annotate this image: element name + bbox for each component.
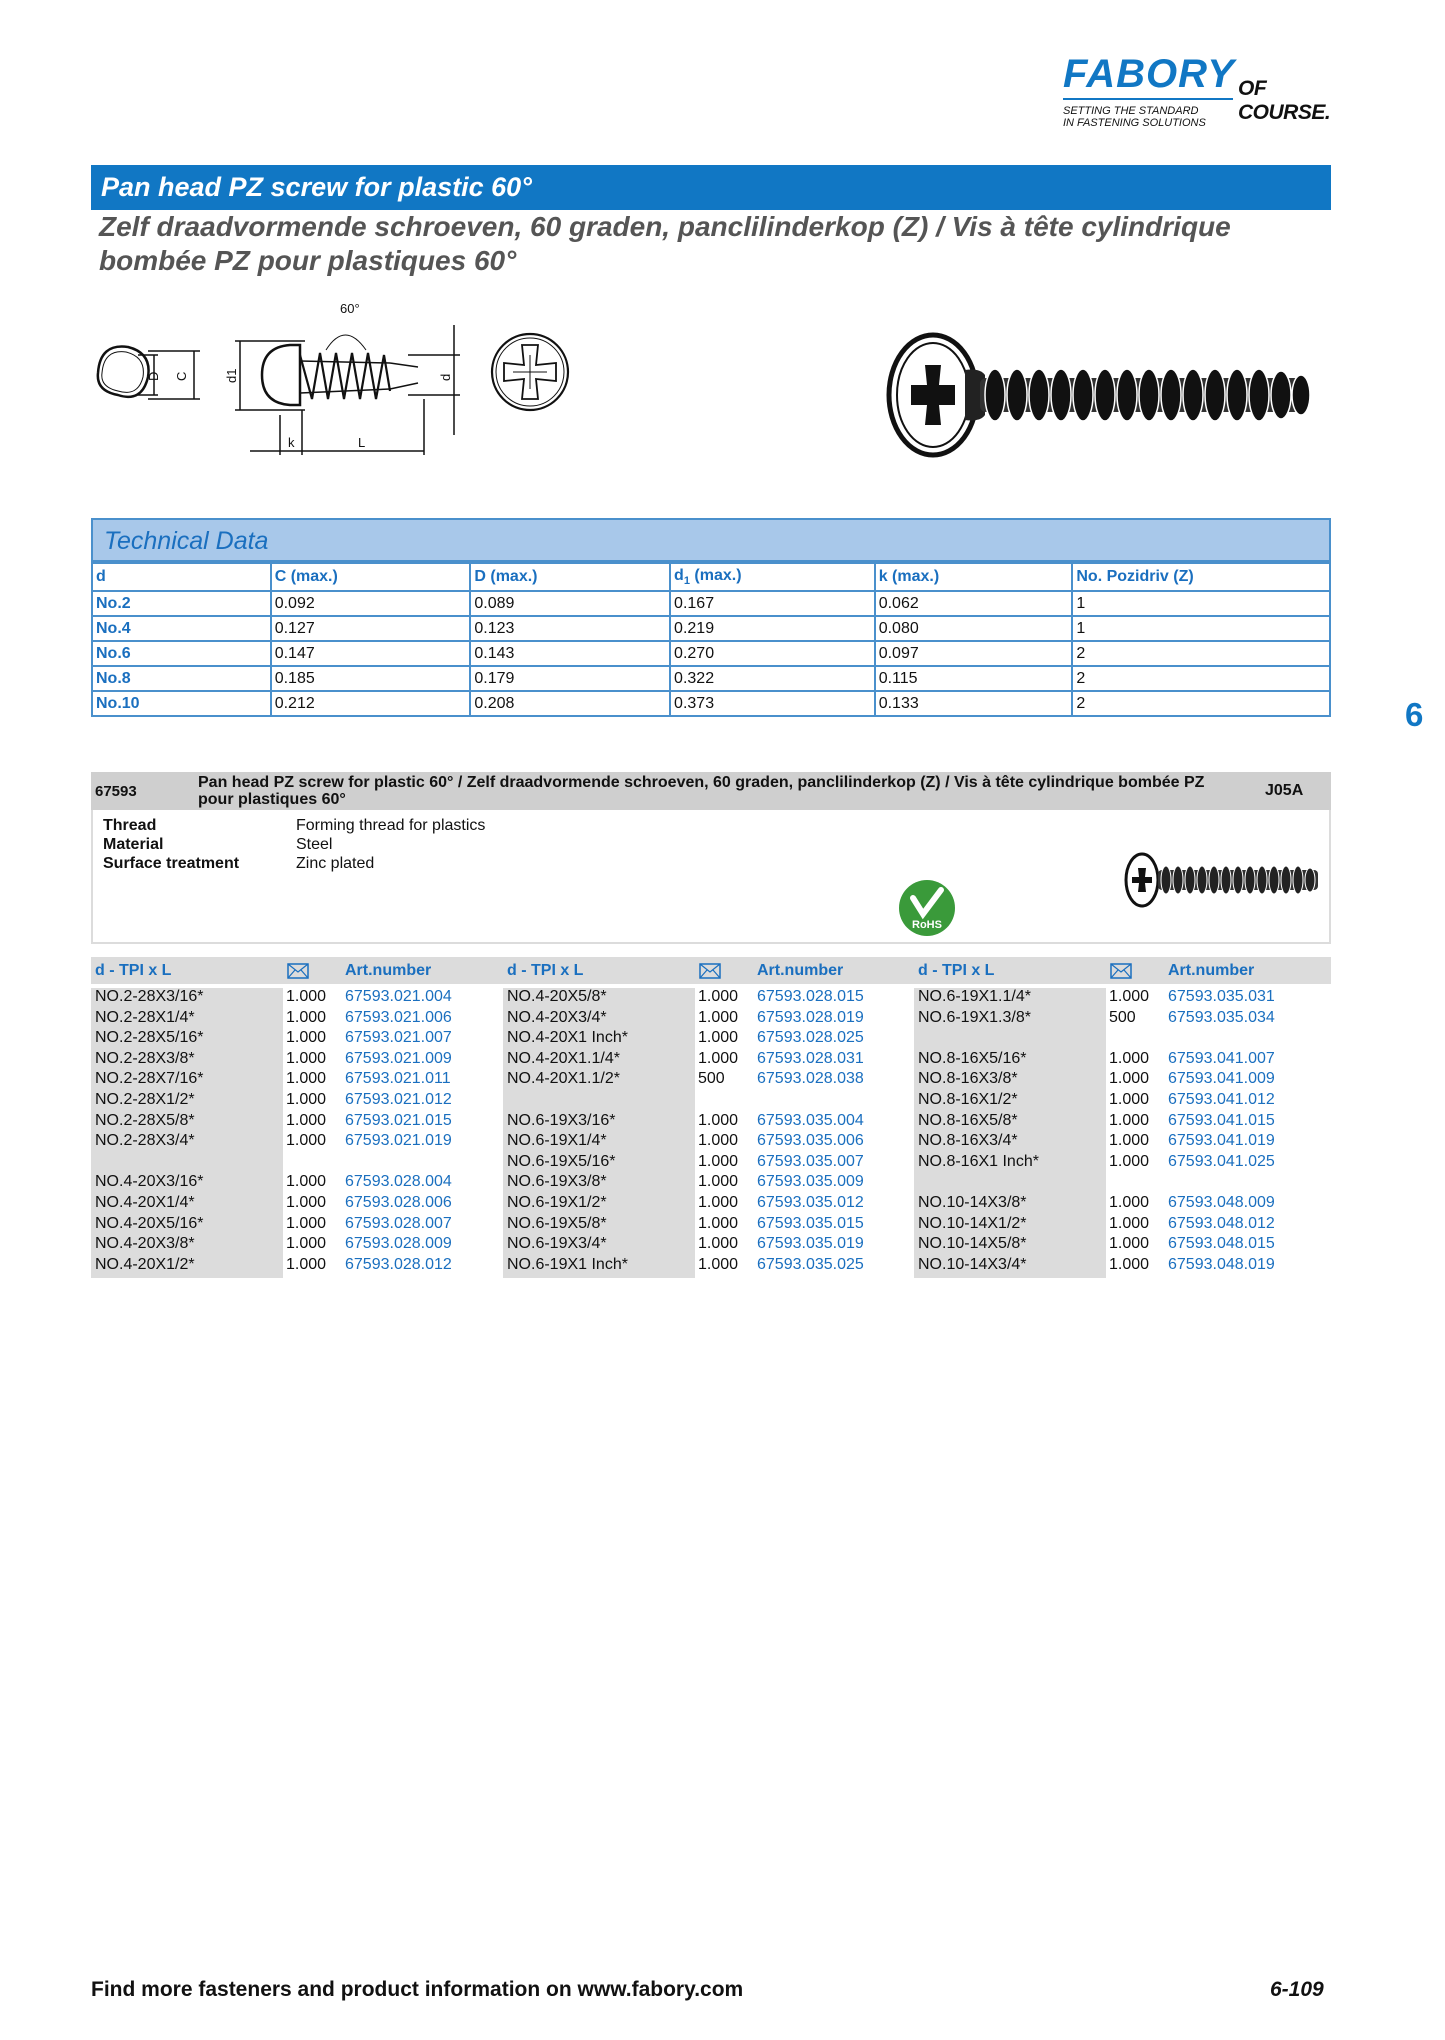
product-description: Pan head PZ screw for plastic 60° / Zelf draadvormende schroeven, 60 graden, panclilinderkop (Z) / Vis à tête cylindrique bombée PZ pour plastiques 60° (198, 774, 1205, 808)
article-size: NO.4-20X1.1/4* (507, 1049, 620, 1067)
article-pack-qty: 1.000 (698, 1214, 739, 1232)
material-value: Steel (296, 836, 333, 853)
article-size: NO.4-20X3/4* (507, 1008, 607, 1026)
section-number: 6 (1405, 696, 1424, 733)
value-cell: 0.115 (875, 666, 1073, 691)
article-row (91, 988, 501, 1008)
article-row (503, 1132, 913, 1152)
article-number-link[interactable]: 67593.021.007 (345, 1029, 452, 1047)
article-size: NO.4-20X5/16* (95, 1214, 204, 1232)
product-code: 67593 (95, 783, 137, 800)
article-size: NO.4-20X1/4* (95, 1194, 195, 1211)
article-row (914, 1235, 1324, 1255)
article-row (91, 1091, 501, 1111)
article-number-link[interactable]: 67593.028.006 (345, 1194, 452, 1211)
header-art-number: Art.number (345, 962, 432, 979)
article-pack-qty: 1.000 (286, 988, 327, 1005)
envelope-icon (1110, 963, 1132, 979)
value-cell: 0.212 (271, 691, 471, 716)
table-row (92, 591, 1330, 616)
article-pack-qty: 1.000 (286, 1111, 327, 1129)
thread-label: Thread (103, 817, 157, 834)
value-cell: 1 (1072, 616, 1330, 641)
technical-data-heading: Technical Data (104, 527, 269, 555)
article-number-link[interactable]: 67593.041.019 (1168, 1132, 1275, 1150)
header-size: d - TPI x L (95, 962, 172, 979)
value-cell: 0.062 (875, 591, 1073, 616)
article-pack-qty: 1.000 (698, 1152, 739, 1170)
article-number-link[interactable]: 67593.021.011 (345, 1070, 451, 1088)
article-pack-qty: 1.000 (698, 1132, 739, 1150)
article-size: NO.10-14X3/8* (918, 1194, 1027, 1211)
article-number-link[interactable]: 67593.048.009 (1168, 1194, 1275, 1211)
dim-C-label: C (174, 371, 189, 381)
article-row (91, 1235, 501, 1255)
article-row (91, 1132, 501, 1152)
article-number-link[interactable]: 67593.028.012 (345, 1255, 452, 1273)
article-row (503, 988, 913, 1008)
article-size: NO.6-19X1/2* (507, 1194, 607, 1211)
header-art-number: Art.number (757, 962, 844, 979)
article-number-link[interactable]: 67593.028.038 (757, 1070, 864, 1088)
value-cell: 0.185 (271, 666, 471, 691)
dim-d-label: d (438, 373, 453, 381)
envelope-icon (287, 963, 309, 979)
article-pack-qty: 500 (1109, 1008, 1136, 1026)
article-number-link[interactable]: 67593.035.025 (757, 1255, 864, 1273)
article-row (503, 1194, 913, 1214)
angle-label: 60° (340, 301, 360, 316)
logo-tagline-2: IN FASTENING SOLUTIONS (1063, 117, 1206, 129)
col-k-max: k (max.) (875, 563, 1073, 591)
article-pack-qty: 1.000 (286, 1070, 327, 1088)
size-cell: No.4 (92, 616, 271, 641)
table-header-row (92, 563, 1330, 591)
article-size: NO.4-20X3/16* (95, 1173, 204, 1191)
size-cell: No.2 (92, 591, 271, 616)
value-cell: 0.080 (875, 616, 1073, 641)
article-size: NO.6-19X5/16* (507, 1152, 616, 1170)
article-size: NO.6-19X1 Inch* (507, 1255, 628, 1273)
table-row (92, 616, 1330, 641)
article-row (503, 1215, 913, 1235)
article-size: NO.10-14X1/2* (918, 1214, 1027, 1232)
article-pack-qty: 1.000 (1109, 1255, 1150, 1273)
value-cell: 0.270 (670, 641, 875, 666)
value-cell: 0.322 (670, 666, 875, 691)
logo-slogan: OF COURSE. (1238, 77, 1331, 124)
article-row (914, 1153, 1324, 1173)
col-pozidriv: No. Pozidriv (Z) (1072, 563, 1330, 591)
article-pack-qty: 1.000 (286, 1214, 327, 1232)
article-row (503, 1173, 913, 1193)
article-number-link[interactable]: 67593.021.009 (345, 1049, 452, 1067)
article-number-link[interactable]: 67593.028.019 (757, 1008, 864, 1026)
col-D-max: D (max.) (470, 563, 670, 591)
article-size: NO.6-19X5/8* (507, 1214, 607, 1232)
article-row (914, 1070, 1324, 1090)
article-row (503, 1153, 913, 1173)
article-row (914, 1194, 1324, 1214)
article-size: NO.8-16X1 Inch* (918, 1152, 1039, 1170)
product-thumbnail-screw (1124, 850, 1324, 910)
header-art-number: Art.number (1168, 962, 1255, 979)
value-cell: 0.089 (470, 591, 670, 616)
article-number-link[interactable]: 67593.028.007 (345, 1214, 452, 1232)
article-pack-qty: 1.000 (698, 1008, 739, 1026)
article-number-link[interactable]: 67593.035.004 (757, 1111, 864, 1129)
value-cell: 0.167 (670, 591, 875, 616)
col-d1-max: $d_1$ (max.) (670, 563, 875, 591)
value-cell: 0.147 (271, 641, 471, 666)
fabory-logo (1063, 52, 1363, 132)
article-row (91, 1070, 501, 1090)
value-cell: 0.208 (470, 691, 670, 716)
article-row (91, 1215, 501, 1235)
logo-underline (1063, 98, 1233, 100)
article-number-link[interactable]: 67593.035.015 (757, 1214, 864, 1232)
article-size: NO.6-19X3/16* (507, 1111, 616, 1129)
rohs-badge-icon (897, 878, 957, 938)
article-size: NO.8-16X3/8* (918, 1070, 1018, 1088)
logo-tagline-1: SETTING THE STANDARD (1063, 105, 1199, 117)
footer-text: Find more fasteners and product information on www.fabory.com (91, 1978, 744, 2001)
article-row (503, 1070, 913, 1090)
value-cell: 0.127 (271, 616, 471, 641)
article-size: NO.2-28X3/4* (95, 1132, 195, 1150)
article-size: NO.8-16X5/8* (918, 1111, 1018, 1129)
dim-D-label: D (146, 371, 161, 381)
article-number-link[interactable]: 67593.035.006 (757, 1132, 864, 1150)
article-pack-qty: 1.000 (698, 1111, 739, 1129)
technical-data-table (91, 562, 1331, 717)
article-row (503, 1112, 913, 1132)
article-pack-qty: 1.000 (1109, 1091, 1150, 1108)
article-pack-qty: 1.000 (1109, 1194, 1150, 1211)
dim-d1-label: d1 (224, 368, 239, 383)
article-row (91, 1194, 501, 1214)
value-cell: 2 (1072, 691, 1330, 716)
article-number-link[interactable]: 67593.041.009 (1168, 1070, 1275, 1088)
article-row (91, 1050, 501, 1070)
article-row (914, 1215, 1324, 1235)
article-size: NO.6-19X3/8* (507, 1173, 607, 1191)
article-number-link[interactable]: 67593.021.006 (345, 1008, 452, 1026)
article-size: NO.2-28X5/16* (95, 1029, 204, 1047)
article-size: NO.6-19X3/4* (507, 1235, 607, 1253)
table-row (92, 691, 1330, 716)
article-row (503, 1050, 913, 1070)
table-row (92, 641, 1330, 666)
article-pack-qty: 1.000 (286, 1255, 327, 1273)
article-row (914, 1256, 1324, 1276)
article-pack-qty: 1.000 (1109, 1049, 1150, 1067)
page-number: 6-109 (1270, 1978, 1324, 2001)
article-pack-qty: 1.000 (286, 1049, 327, 1067)
article-number-link[interactable]: 67593.048.012 (1168, 1214, 1275, 1232)
value-cell: 0.133 (875, 691, 1073, 716)
size-cell: No.6 (92, 641, 271, 666)
value-cell: 0.219 (670, 616, 875, 641)
header-size: d - TPI x L (507, 962, 584, 979)
article-pack-qty: 1.000 (1109, 1214, 1150, 1232)
surface-treatment-value: Zinc plated (296, 855, 375, 872)
article-pack-qty: 1.000 (1109, 1111, 1150, 1129)
header-size: d - TPI x L (918, 962, 995, 979)
article-pack-qty: 1.000 (1109, 1070, 1150, 1088)
size-cell: No.10 (92, 691, 271, 716)
article-size: NO.4-20X5/8* (507, 988, 607, 1005)
material-label: Material (103, 836, 164, 853)
article-size: NO.2-28X1/2* (95, 1091, 195, 1108)
article-number-link[interactable]: 67593.041.012 (1168, 1091, 1275, 1108)
article-pack-qty: 1.000 (698, 1029, 739, 1047)
technical-data-heading-bar (91, 518, 1331, 562)
article-number-link[interactable]: 67593.035.009 (757, 1173, 864, 1191)
value-cell: 0.179 (470, 666, 670, 691)
article-number-link[interactable]: 67593.028.004 (345, 1173, 452, 1191)
product-header (91, 772, 1331, 810)
screw-photo (885, 330, 1325, 460)
article-size: NO.2-28X5/8* (95, 1111, 195, 1129)
article-row (914, 1050, 1324, 1070)
article-pack-qty: 1.000 (286, 1132, 327, 1150)
article-pack-qty: 1.000 (286, 1029, 327, 1047)
article-pack-qty: 1.000 (698, 1235, 739, 1253)
article-pack-qty: 1.000 (286, 1194, 327, 1211)
surface-treatment-label: Surface treatment (103, 855, 240, 872)
value-cell: 2 (1072, 641, 1330, 666)
article-row (503, 1235, 913, 1255)
article-row (914, 1132, 1324, 1152)
article-size: NO.4-20X1 Inch* (507, 1029, 628, 1047)
article-row (91, 1256, 501, 1276)
value-cell: 0.143 (470, 641, 670, 666)
article-pack-qty: 1.000 (286, 1173, 327, 1191)
envelope-icon (699, 963, 721, 979)
article-number-link[interactable]: 67593.041.015 (1168, 1111, 1275, 1129)
article-row (91, 1009, 501, 1029)
article-number-link[interactable]: 67593.028.031 (757, 1049, 864, 1067)
size-cell: No.8 (92, 666, 271, 691)
dim-k-label: k (288, 435, 295, 450)
article-size: NO.8-16X3/4* (918, 1132, 1018, 1150)
article-number-link[interactable]: 67593.041.025 (1168, 1152, 1275, 1170)
thread-value: Forming thread for plastics (296, 817, 486, 834)
article-pack-qty: 1.000 (1109, 988, 1150, 1005)
article-number-link[interactable]: 67593.041.007 (1168, 1049, 1275, 1067)
article-pack-qty: 1.000 (286, 1008, 327, 1026)
article-size: NO.4-20X1.1/2* (507, 1070, 620, 1088)
article-size: NO.2-28X1/4* (95, 1008, 195, 1026)
article-size: NO.4-20X3/8* (95, 1235, 195, 1253)
article-row (91, 1173, 501, 1193)
value-cell: 1 (1072, 591, 1330, 616)
article-size: NO.4-20X1/2* (95, 1255, 195, 1273)
article-number-link[interactable]: 67593.021.019 (345, 1132, 452, 1150)
article-size: NO.6-19X1.3/8* (918, 1008, 1031, 1026)
article-row (503, 1029, 913, 1049)
article-row (503, 1009, 913, 1029)
article-number-link[interactable]: 67593.028.015 (757, 988, 864, 1005)
article-number-link[interactable]: 67593.021.004 (345, 988, 452, 1005)
article-size: NO.2-28X7/16* (95, 1070, 204, 1088)
table-row (92, 666, 1330, 691)
article-row (503, 1256, 913, 1276)
technical-drawing (90, 295, 580, 465)
rohs-label: RoHS (912, 919, 942, 931)
logo-brand: FABORY (1063, 52, 1235, 96)
col-c-max: C (max.) (271, 563, 471, 591)
article-row (91, 1112, 501, 1132)
article-row (914, 1112, 1324, 1132)
value-cell: 0.097 (875, 641, 1073, 666)
article-pack-qty: 500 (698, 1070, 725, 1088)
article-size: NO.6-19X1/4* (507, 1132, 607, 1150)
article-number-link[interactable]: 67593.021.012 (345, 1091, 452, 1108)
article-number-link[interactable]: 67593.028.009 (345, 1235, 452, 1253)
value-cell: 0.123 (470, 616, 670, 641)
article-size: NO.2-28X3/8* (95, 1049, 195, 1067)
article-number-link[interactable]: 67593.035.034 (1168, 1008, 1275, 1026)
article-row (91, 1029, 501, 1049)
article-pack-qty: 1.000 (286, 1235, 327, 1253)
product-category: J05A (1265, 782, 1304, 799)
value-cell: 0.092 (271, 591, 471, 616)
article-row (914, 1091, 1324, 1111)
article-pack-qty: 1.000 (1109, 1235, 1150, 1253)
article-row (914, 1009, 1324, 1029)
article-pack-qty: 1.000 (1109, 1132, 1150, 1150)
article-number-link[interactable]: 67593.035.007 (757, 1152, 864, 1170)
page-subtitle: Zelf draadvormende schroeven, 60 graden, panclilinderkop (Z) / Vis à tête cylindrique bombée PZ pour plastiques 60° (99, 211, 1231, 276)
article-pack-qty: 1.000 (698, 988, 739, 1005)
dim-L-label: L (358, 435, 366, 450)
value-cell: 0.373 (670, 691, 875, 716)
article-pack-qty: 1.000 (286, 1091, 327, 1108)
col-d: d (92, 563, 271, 591)
article-size: NO.6-19X1.1/4* (918, 988, 1031, 1005)
article-size: NO.2-28X3/16* (95, 988, 204, 1005)
value-cell: 2 (1072, 666, 1330, 691)
title-bar (91, 165, 1331, 210)
article-size: NO.8-16X5/16* (918, 1049, 1027, 1067)
article-pack-qty: 1.000 (1109, 1152, 1150, 1170)
article-size: NO.8-16X1/2* (918, 1091, 1018, 1108)
article-number-link[interactable]: 67593.035.031 (1168, 988, 1275, 1005)
article-number-link[interactable]: 67593.035.019 (757, 1235, 864, 1253)
page-title: Pan head PZ screw for plastic 60° (101, 172, 532, 202)
article-pack-qty: 1.000 (698, 1049, 739, 1067)
article-size: NO.10-14X3/4* (918, 1255, 1027, 1273)
article-row (914, 988, 1324, 1008)
article-number-link[interactable]: 67593.028.025 (757, 1029, 864, 1047)
article-pack-qty: 1.000 (698, 1255, 739, 1273)
article-pack-qty: 1.000 (698, 1194, 739, 1211)
article-number-link[interactable]: 67593.048.015 (1168, 1235, 1275, 1253)
article-number-link[interactable]: 67593.021.015 (345, 1111, 452, 1129)
article-size: NO.10-14X5/8* (918, 1235, 1027, 1253)
article-number-link[interactable]: 67593.035.012 (757, 1194, 864, 1211)
article-pack-qty: 1.000 (698, 1173, 739, 1191)
article-number-link[interactable]: 67593.048.019 (1168, 1255, 1275, 1273)
